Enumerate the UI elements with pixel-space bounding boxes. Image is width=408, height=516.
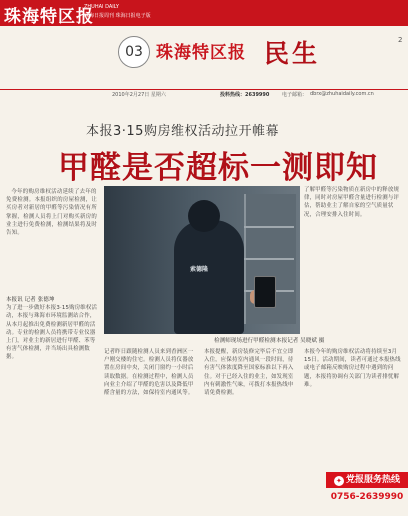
- service-hotline-box: [326, 472, 408, 512]
- column-2: 记者昨日跟随检测人员来到香洲区一户刚交楼的住宅。检测人员将仪器放置在房间中央，关闭门窗约一小时后读取数据。在检测过程中，检测人员向业主介绍了甲醛的危害以及降低甲醛含量的方法，如保持室内通风等。: [104, 349, 194, 397]
- section-tail: 2: [398, 36, 403, 44]
- meta-divider: [0, 89, 408, 90]
- inspector-head: [188, 200, 220, 232]
- article-photo: [104, 186, 300, 334]
- article-subhead: 本报3·15购房维权活动拉开帷幕: [86, 124, 279, 139]
- uniform-logo: 索德隆: [190, 266, 209, 273]
- side-column-text: 了解甲醛等污染物质在新房中的释放规律，同时对房屋甲醛含量进行检测与评估，帮助业主了解自家的空气质量状况，合理安排入住时间。: [304, 187, 400, 218]
- photo-credit: 本报记者 吴晓斌 摄: [276, 338, 325, 344]
- section-number: 03: [118, 36, 150, 68]
- column-1: [6, 296, 98, 362]
- formaldehyde-meter: [254, 276, 276, 308]
- column-4: 本报今年的购房维权活动将持续至3月15日。活动期间，读者可通过本报热线或电子邮箱反映购房过程中遇到的问题，本报将协调有关部门为读者排忧解难。: [304, 349, 401, 388]
- hotline-number: 0756-2639990: [330, 492, 404, 502]
- photo-caption: 检测师现场进行甲醛检测: [214, 338, 276, 344]
- section-brand: 珠海特区报: [156, 43, 246, 63]
- email-address: dbrx@zhuhaidaily.com.cn: [310, 91, 374, 97]
- article-byline: 本报讯 记者 张德坤: [6, 297, 55, 303]
- hotline-title: ✦ 党报服务热线: [326, 472, 408, 488]
- section-name: 民生: [264, 39, 321, 68]
- party-emblem-icon: ✦: [334, 476, 344, 486]
- masthead-title: 珠海特区报: [4, 7, 94, 27]
- masthead-english-name: ZHUHAI DAILY: [84, 4, 119, 10]
- column-3: 本报提醒，新房装修完毕后不宜立即入住，应保持室内通风一段时间，待有害气体浓度降至国家标准以下再入住。对于已经入住的业主，如发现室内有刺激性气味，可拨打本报热线申请免费检测。: [204, 349, 294, 397]
- news-hotline: 投料热线：2639990: [220, 92, 270, 98]
- article-lead: 今年的购房维权活动延续了去年的免费检测。本报组织的房屋检测，让买房者对新居的甲醛等污染情况有所掌握，检测人员将上门对购买新房的业主进行免费检测，检测结果将及时告知。: [6, 189, 98, 237]
- column-1-text: 为了进一步做好本报3·15购房维权活动，本报与珠海市环境监测站合作，从本月起推出免费检测新居甲醛的活动。专业的检测人员将携带专业仪器上门，对业主的新居进行甲醛、苯等有害气体检测，并当场出具检测数据。: [6, 305, 98, 361]
- issue-date: 2010年2月27日 星期六: [112, 92, 166, 98]
- article-headline: 甲醛是否超标一测即知: [58, 150, 378, 186]
- email-label: 电子邮箱：: [282, 92, 308, 98]
- masthead-bar: [0, 0, 408, 26]
- masthead-sub: 珠海日报周刊 珠海日报电子版: [84, 13, 151, 19]
- inspector-figure: [174, 220, 244, 334]
